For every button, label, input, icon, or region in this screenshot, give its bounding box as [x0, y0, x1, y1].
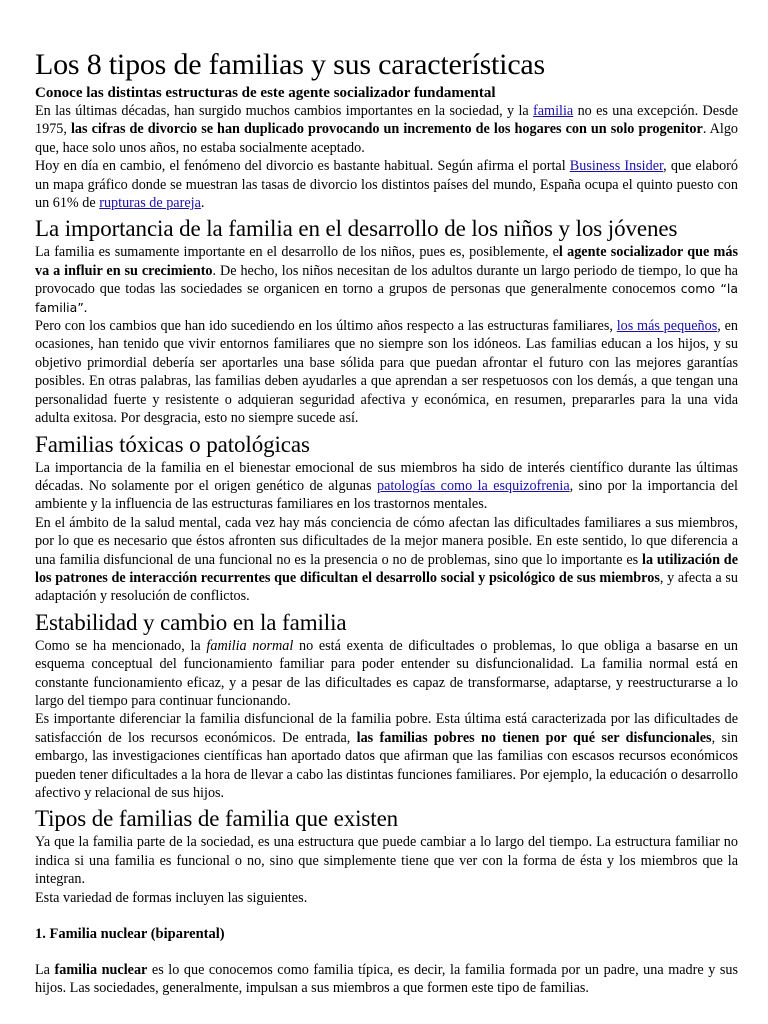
section4-paragraph-3	[35, 961, 738, 998]
link-familia[interactable]: familia	[533, 103, 574, 119]
spacer	[35, 943, 738, 961]
bold-text: las familias pobres no tienen por qué ser disfuncionales	[356, 729, 712, 746]
text-run: . Algo que, hace solo unos años, no estaba socialmente aceptado.	[35, 121, 739, 156]
section-heading-tipos: Tipos de familias de familia que existen	[35, 806, 399, 832]
text-run: La importancia de la familia en el bienestar emocional de sus miembros ha sido de interés científico durante las últimas décadas. No solamente por el origen genético de algunas	[35, 459, 738, 494]
text-run: .	[83, 299, 88, 316]
text-run: .	[200, 195, 205, 212]
text-run: , sin embargo, las investigaciones científicas han aportado datos que afirman que las familias con escasos recursos económicos pueden tener dificultades a la hora de llevar a cabo las distintas funciones familiares. Por ejemplo, la educación o desarrollo afectivo y relacional de sus hijos.	[35, 729, 738, 801]
text-run: Es importante diferenciar la familia disfuncional de la familia pobre. Esta última está caracterizada por las dificultades de satisfacción de los recursos económicos. De entrada,	[35, 711, 738, 746]
page-subtitle: Conoce las distintas estructuras de este agente socializador fundamental	[35, 85, 496, 101]
text-run: , en ocasiones, han tenido que vivir entornos familiares que no siempre son los idóneos. Las familias educan a los hijos, y su objetivo primordial debería ser aportarles una base sólida para que puedan afrontar el futuro con las mejores garantías posibles. En otras palabras, las familias deben ayudarles a que aprendan a ser respetuosos con los demás, a que tengan una personalidad fuerte y resistente o adquieran seguridad afectiva y económica, en resumen, prepararles para la una vida adulta exitosa. Por desgracia, esto no siempre sucede así.	[35, 318, 738, 427]
intro-paragraph-2	[35, 157, 738, 212]
bold-text: la utilización de los patrones de interacción recurrentes que dificultan el desarrollo social y psicológico de sus miembros	[35, 551, 738, 586]
text-run: Pero con los cambios que han ido sucediendo en los último años respecto a las estructuras familiares,	[35, 318, 617, 335]
section2-paragraph-2	[35, 514, 738, 606]
text-run: Como se ha mencionado, la	[35, 637, 207, 654]
bold-text: las cifras de divorcio se han duplicado provocando un incremento de los hogares con un solo progenitor	[70, 121, 703, 138]
text-run: no está exenta de dificultades o problemas, lo que obliga a basarse en un esquema conceptual del funcionamiento familiar para poder entender su disfuncionalidad. La familia normal está en constante funcionamiento eficaz, y a pesar de las dificultades es capaz de transformarse, adaptarse, y reestructurarse a lo largo del tiempo para continuar funcionando.	[35, 637, 738, 709]
text-run: La familia es sumamente importante en el desarrollo de los niños, pues es, posiblemente, e	[35, 244, 559, 261]
section-heading-importancia: La importancia de la familia en el desarrollo de los niños y los jóvenes	[35, 216, 678, 242]
section3-paragraph-2	[35, 710, 738, 802]
section1-paragraph-1	[35, 243, 738, 317]
link-los-mas-pequenos[interactable]: los más pequeños	[616, 318, 718, 335]
section3-paragraph-1	[35, 637, 738, 711]
bold-text: l agente socializador que más va a influir en su crecimiento	[35, 244, 738, 279]
section2-paragraph-1	[35, 459, 738, 514]
italic-text: familia normal	[206, 637, 294, 654]
text-run: . De hecho, los niños necesitan de los adultos durante un largo periodo de tiempo, lo que ha provocado que todas las sociedades se organicen en torno a grupos de personas que generalmente conocemos	[35, 262, 738, 298]
text-run: En el ámbito de la salud mental, cada vez hay más conciencia de cómo afectan las dificultades familiares a sus miembros, por lo que es necesario que éstos afronten sus dificultades de la mejor manera posible. En este sentido, lo que diferencia a una familia disfuncional de una funcional no es la presencia o no de problemas, sino que lo importante es	[35, 514, 738, 568]
text-run: Hoy en día en cambio, el fenómeno del divorcio es bastante habitual. Según afirma el portal	[35, 158, 570, 175]
text-run: , y afecta a su adaptación y resolución de conflictos.	[35, 569, 738, 605]
article	[35, 48, 738, 998]
text-run: , sino por la importancia del ambiente y la influencia de las estructuras familiares en los trastornos mentales.	[35, 477, 738, 513]
text-run: La	[35, 962, 55, 979]
mono-text: como “la familia”	[35, 281, 738, 315]
section4-paragraph-1: Ya que la familia parte de la sociedad, es una estructura que puede cambiar a lo largo del tiempo. La estructura familiar no indica si una familia es funcional o no, sino que simplemente tiene que ver con la forma de ésta y los miembros que la integran.	[35, 834, 738, 888]
subheading-familia-nuclear: 1. Familia nuclear (biparental)	[35, 926, 225, 943]
section-heading-familias-toxicas: Familias tóxicas o patológicas	[35, 431, 310, 457]
link-business-insider[interactable]: Business Insider	[569, 158, 664, 175]
text-run: es lo que conocemos como familia típica, es decir, la familia formada por un padre, una madre y sus hijos. Las sociedades, generalmente, impulsan a sus miembros a que formen este tipo de familias.	[35, 962, 739, 997]
text-run: , que elaboró un mapa gráfico donde se muestran las tasas de divorcio los distintos países del mundo, España ocupa el quinto puesto con un 61% de	[35, 158, 738, 212]
bold-text: familia nuclear	[54, 962, 148, 979]
link-rupturas-de-pareja[interactable]: rupturas de pareja	[99, 195, 201, 212]
text-run: no es una excepción. Desde 1975,	[35, 103, 738, 138]
page-title: Los 8 tipos de familias y sus características	[35, 48, 546, 81]
spacer	[35, 907, 738, 925]
link-patologias-esquizofrenia[interactable]: patologías como la esquizofrenia	[376, 477, 570, 494]
section1-paragraph-2	[35, 317, 738, 427]
section-heading-estabilidad: Estabilidad y cambio en la familia	[35, 609, 347, 635]
intro-paragraph-1	[35, 102, 738, 157]
text-run: En las últimas décadas, han surgido muchos cambios importantes en la sociedad, y la	[35, 103, 534, 119]
section4-paragraph-2: Esta variedad de formas incluyen las siguientes.	[35, 889, 308, 906]
